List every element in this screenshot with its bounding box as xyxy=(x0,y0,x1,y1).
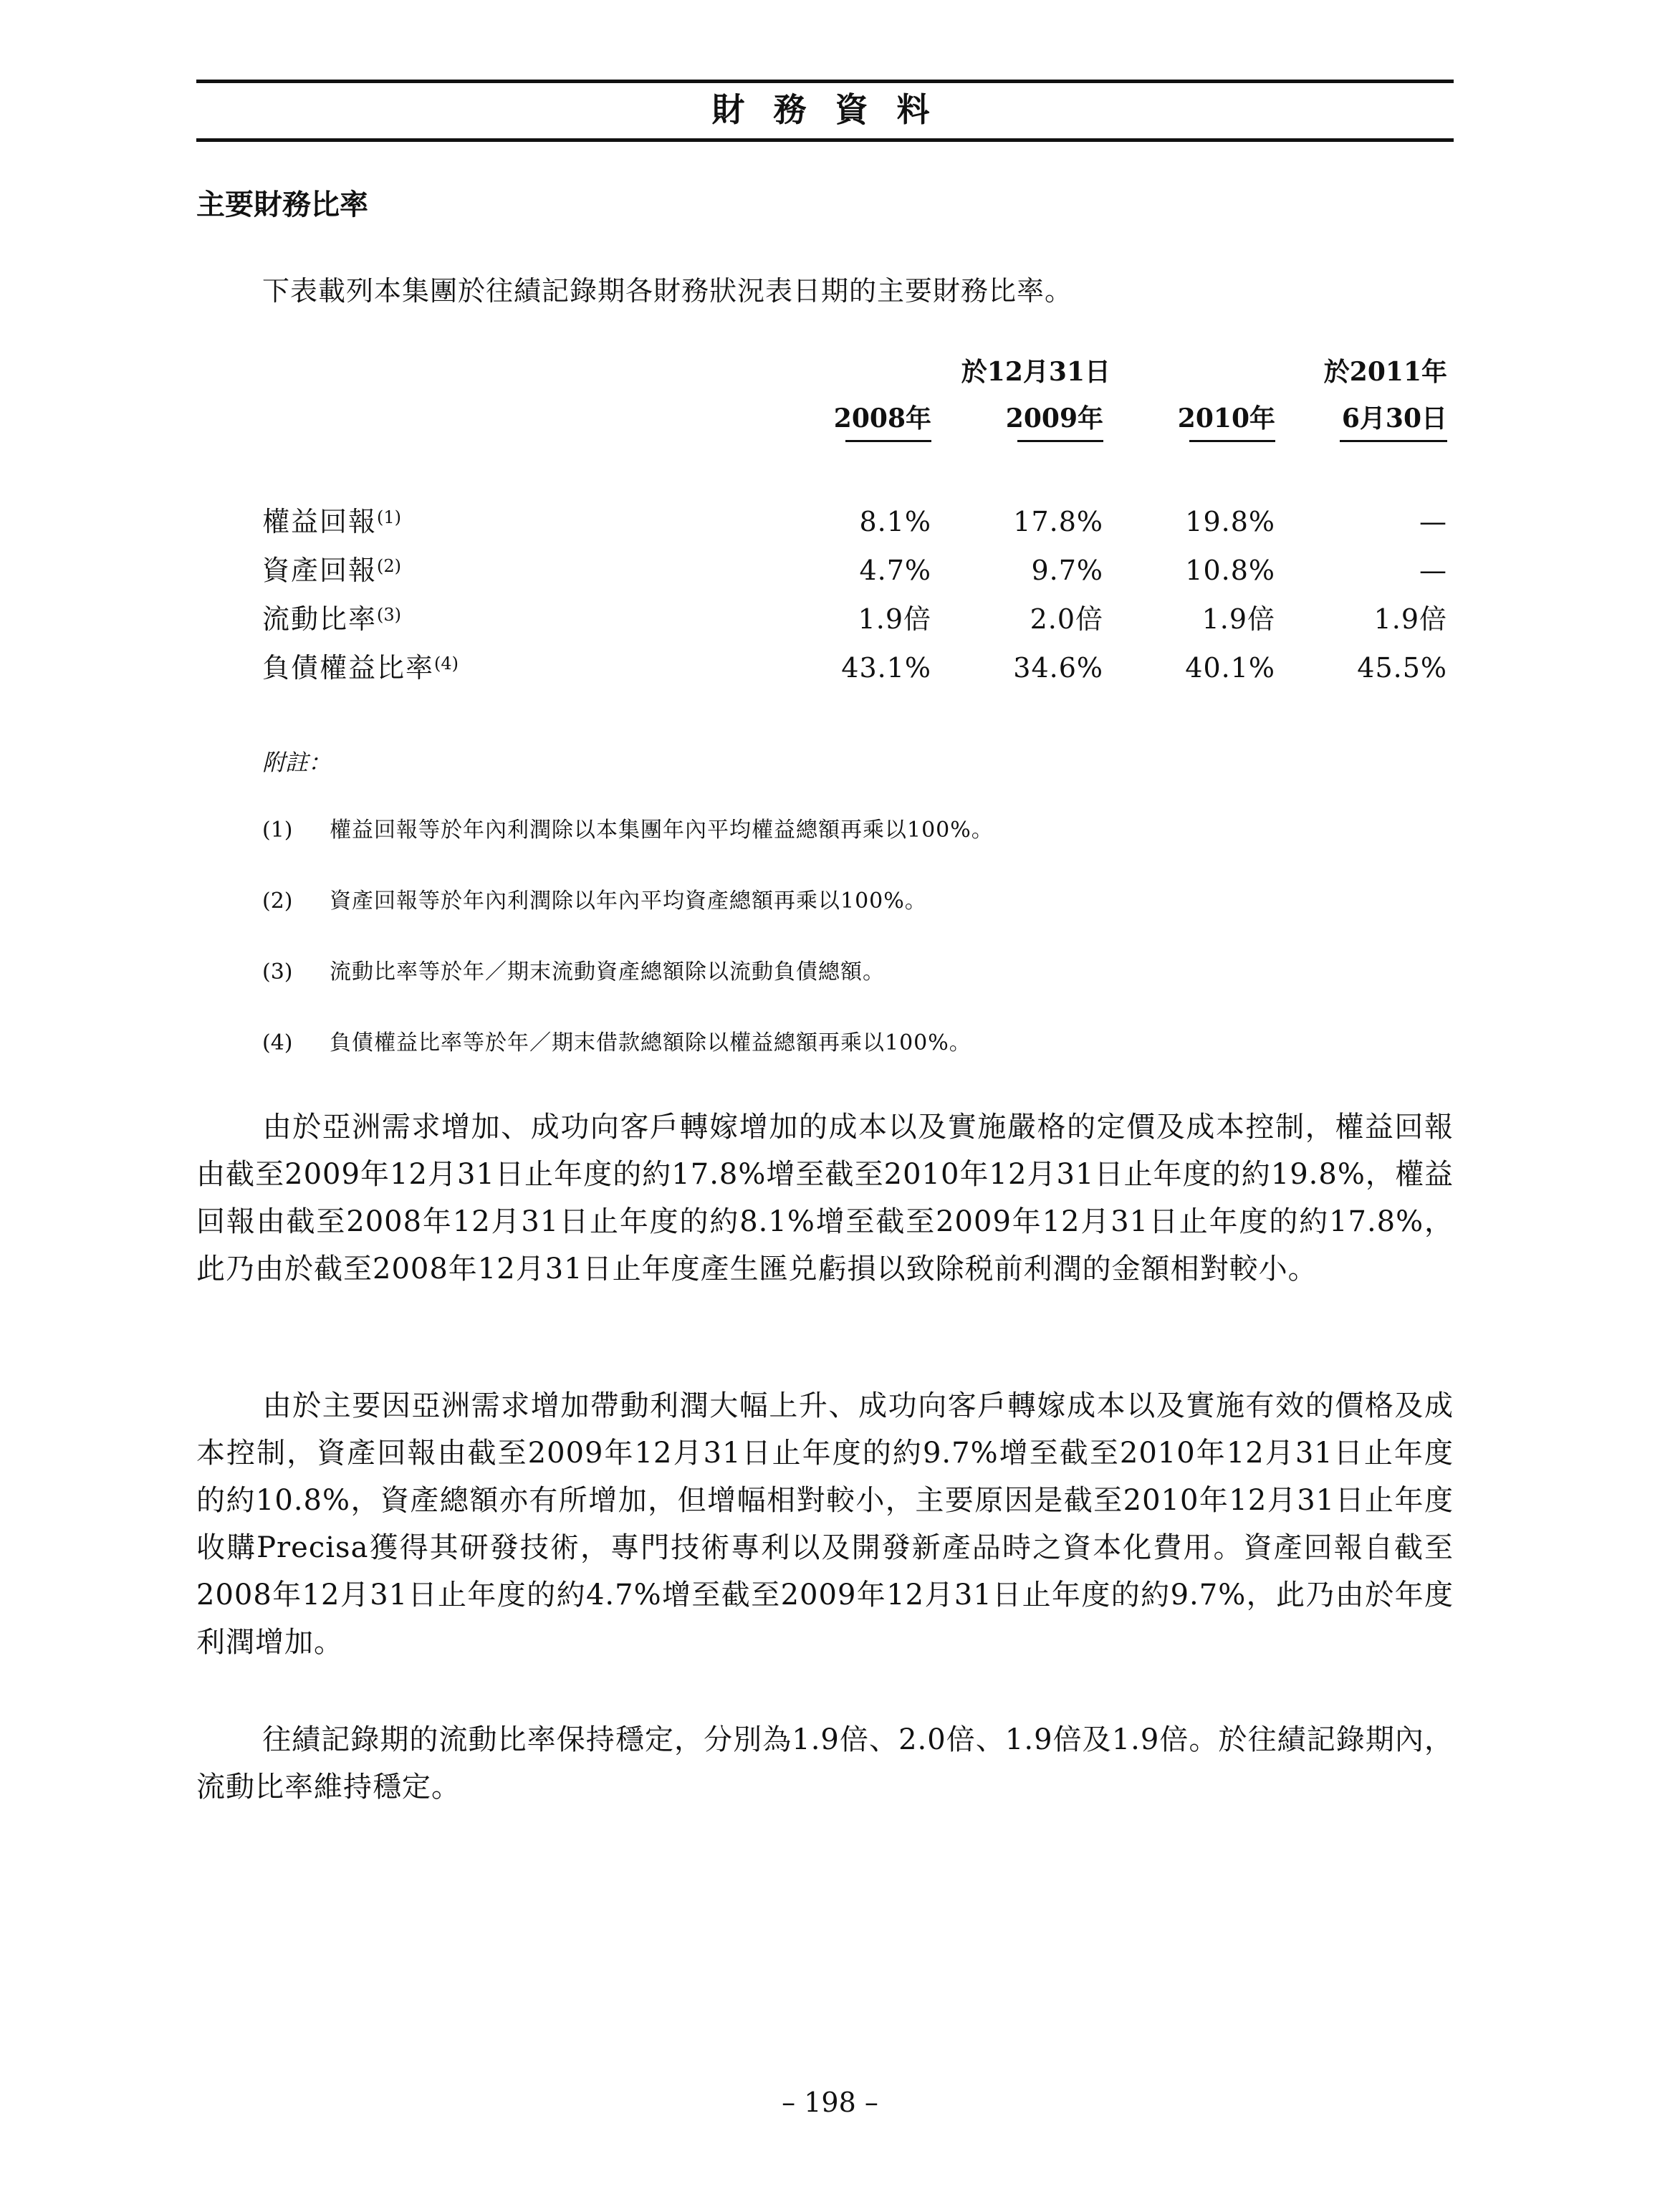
table-cell: 2.0倍 xyxy=(1030,603,1103,635)
table-cell: 17.8% xyxy=(1013,506,1103,537)
table-cell: 1.9倍 xyxy=(858,603,931,635)
note-number: (2) xyxy=(262,889,293,914)
table-cell: — xyxy=(1419,506,1447,537)
note-number: (1) xyxy=(262,818,293,843)
body-paragraph-3: 往績記錄期的流動比率保持穩定，分別為1.9倍、2.0倍、1.9倍及1.9倍。於往績記錄期內，流動比率維持穩定。 xyxy=(196,1723,1454,1804)
page-title: 財 務 資 料 xyxy=(711,90,939,129)
page-number: – 198 – xyxy=(782,2087,878,2118)
table-cell: 1.9倍 xyxy=(1373,603,1447,635)
body-paragraph-2: 由於主要因亞洲需求增加帶動利潤大幅上升、成功向客戶轉嫁成本以及實施有效的價格及成本控制，資產回報由截至2009年12月31日止年度的約9.7%增至截至2010年12月31日止年度的約10.8%，資產總額亦有所增加，但增幅相對較小，主要原因是截至2010年12月31日止年度收購Precisa獲得其研發技術，專門技術專利以及開發新產品時之資本化費用。資產回報自截至2008年12月31日止年度的約4.7%增至截至2009年12月31日止年度的約9.7%，此乃由於年度利潤增加。 xyxy=(196,1389,1454,1659)
table-group-header-2011: 於2011年 xyxy=(1323,357,1447,387)
table-group-header-dec31: 於12月31日 xyxy=(961,357,1110,387)
table-col-header-2008: 2008年 xyxy=(833,403,931,434)
note-text: 負債權益比率等於年／期末借款總額除以權益總額再乘以100%。 xyxy=(330,1030,971,1055)
table-cell: 1.9倍 xyxy=(1201,603,1275,635)
table-col-header-2009: 2009年 xyxy=(1005,403,1103,434)
notes-title: 附註： xyxy=(262,749,332,776)
table-col-header-2010: 2010年 xyxy=(1177,403,1275,434)
note-number: (4) xyxy=(262,1030,293,1055)
note-text: 權益回報等於年內利潤除以本集團年內平均權益總額再乘以100%。 xyxy=(330,818,994,843)
table-row-label: 權益回報$^{(1)}$ xyxy=(262,506,402,537)
table-cell: 40.1% xyxy=(1185,652,1275,684)
note-text: 資產回報等於年內利潤除以年內平均資產總額再乘以100%。 xyxy=(330,889,927,914)
table-cell: 43.1% xyxy=(841,652,931,684)
intro-text: 下表載列本集團於往績記錄期各財務狀況表日期的主要財務比率。 xyxy=(262,275,1073,307)
table-cell: — xyxy=(1419,555,1447,586)
table-row-label: 流動比率$^{(3)}$ xyxy=(262,603,402,635)
table-cell: 19.8% xyxy=(1185,506,1275,537)
table-row-label: 負債權益比率$^{(4)}$ xyxy=(262,652,459,684)
table-row-label: 資產回報$^{(2)}$ xyxy=(262,555,402,586)
table-cell: 10.8% xyxy=(1185,555,1275,586)
table-cell: 4.7% xyxy=(859,555,931,586)
table-cell: 45.5% xyxy=(1357,652,1447,684)
table-cell: 9.7% xyxy=(1031,555,1103,586)
table-col-header-jun30: 6月30日 xyxy=(1341,403,1447,434)
header-bottom-rule xyxy=(196,138,1454,142)
note-number: (3) xyxy=(262,959,293,985)
col-underline xyxy=(845,440,931,442)
col-underline xyxy=(1340,440,1447,442)
col-underline xyxy=(1189,440,1275,442)
note-text: 流動比率等於年／期末流動資產總額除以流動負債總額。 xyxy=(330,959,885,985)
header-top-rule xyxy=(196,80,1454,83)
table-cell: 34.6% xyxy=(1013,652,1103,684)
table-cell: 8.1% xyxy=(859,506,931,537)
section-heading: 主要財務比率 xyxy=(196,188,368,221)
col-underline xyxy=(1017,440,1103,442)
body-paragraph-1: 由於亞洲需求增加、成功向客戶轉嫁增加的成本以及實施嚴格的定價及成本控制，權益回報由截至2009年12月31日止年度的約17.8%增至截至2010年12月31日止年度的約19.8%，權益回報由截至2008年12月31日止年度的約8.1%增至截至2009年12月31日止年度的約17.8%，此乃由於截至2008年12月31日止年度產生匯兑虧損以致除税前利潤的金額相對較小。 xyxy=(196,1111,1454,1285)
